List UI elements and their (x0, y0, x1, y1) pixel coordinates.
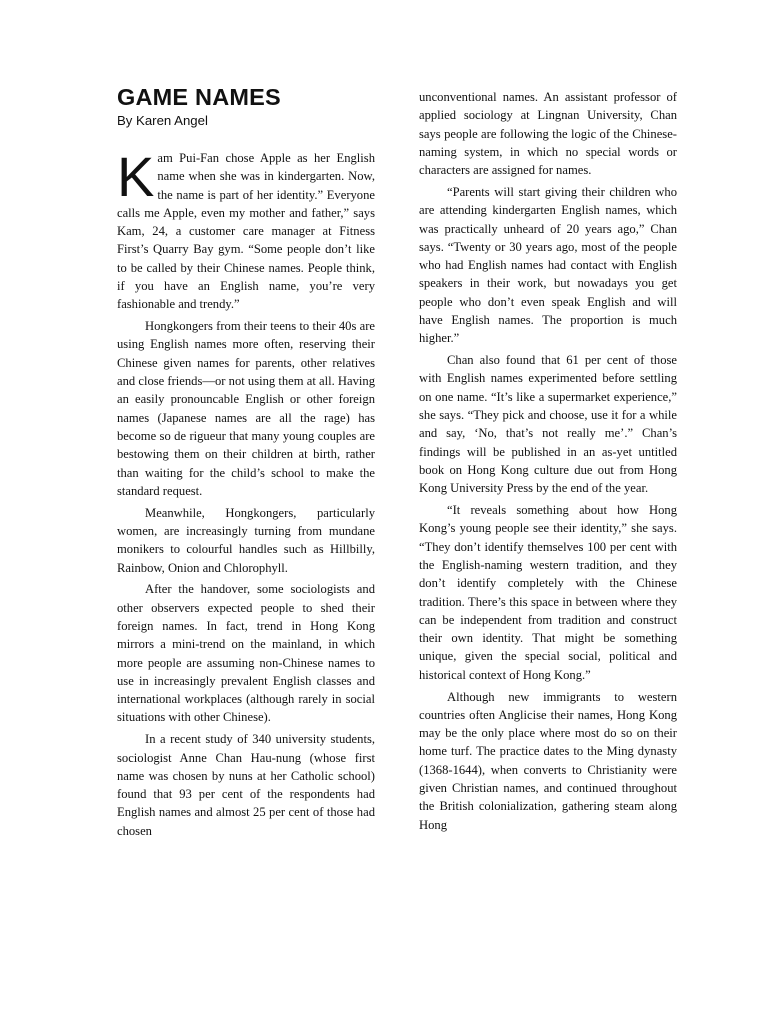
drop-cap: K (117, 145, 155, 208)
paragraph-6: “Parents will start giving their children who are attending kindergarten English names, which was practically unheard of 20 years ago,” Chan says. “Twenty or 30 years ago, most of the people who had English names had contact with English speakers in their work, but nowadays you get people who don’t even speak English and will have English names. The proportion is much higher.” (419, 184, 677, 346)
paragraph-9: Although new immigrants to western countries often Anglicise their names, Hong Kong may be the only place where most do so on their home turf. The practice dates to the Ming dynasty (1368-1644), when converts to Christianity were given Christian names, and continued throughout the British colonialization, gathering steam along Hong (419, 689, 677, 832)
paragraph-8: “It reveals something about how Hong Kong’s young people see their identity,” she says. “They don’t identify themselves 100 per cent with the English-naming western tradition, and they don’t identify completely with the Chinese tradition. There’s this space in between where they can be independent from tradition and construct their own identity. That might be something unique, given the special social, political and historical context of Hong Kong.” (419, 503, 677, 682)
paragraph-5: In a recent study of 340 university students, sociologist Anne Chan Hau-nung (whose first name was chosen by nuns at her Catholic school) found that 93 per cent of the respondents had English names and almost 25 per cent of those had chosen (117, 732, 375, 838)
left-column (117, 84, 375, 843)
paragraph-1 (117, 145, 375, 314)
paragraph-7: Chan also found that 61 per cent of those with English names experimented before settling on one name. “It’s like a supermarket experience,” she says. “They pick and choose, use it for a while and say, ‘No, that’s not really me’.” Chan’s findings will be published in an as-yet untitled book on Hong Kong culture due out from Hong Kong University Press by the end of the year. (419, 353, 677, 496)
paragraph-1-text: am Pui-Fan chose Apple as her English name when she was in kindergarten. Now, the name is part of her identity.” Everyone calls me Apple, even my mother and father,” says Kam, 24, a customer care manager at Fitness First’s Quarry Bay gym. “Some people don’t like to be called by their Chinese names. People think, if you have an English name, you’re very fashionable and trendy.” (117, 151, 375, 312)
article-title: GAME NAMES (117, 84, 281, 110)
article-byline: By Karen Angel (117, 113, 208, 128)
right-column (419, 88, 677, 837)
paragraph-2: Hongkongers from their teens to their 40s are using English names more often, reserving their Chinese given names for parents, other relatives and close friends—or not using them at all. Having an easily pronouncable English or other foreign names (Japanese names are all the rage) has become so de rigueur that many young couples are bestowing them on their children at birth, rather than waiting for the child’s school to make the standard request. (117, 319, 375, 498)
paragraph-3: Meanwhile, Hongkongers, particularly women, are increasingly turning from mundane monikers to colourful handles such as Hillbilly, Rainbow, Onion and Chlorophyll. (117, 505, 375, 575)
article-body-left (117, 145, 375, 840)
paragraph-5-continued: unconventional names. An assistant professor of applied sociology at Lingnan University, Chan says people are following the logic of the Chinese-naming system, in which no special words or characters are assigned for names. (419, 90, 677, 178)
paragraph-4: After the handover, some sociologists and other observers expected people to shed their foreign names. In fact, trend in Hong Kong mirrors a mini-trend on the mainland, in which more people are assuming non-Chinese names to use in increasingly prevalent English classes and international workplaces (although rarely in social situations with other Chinese). (117, 582, 375, 725)
